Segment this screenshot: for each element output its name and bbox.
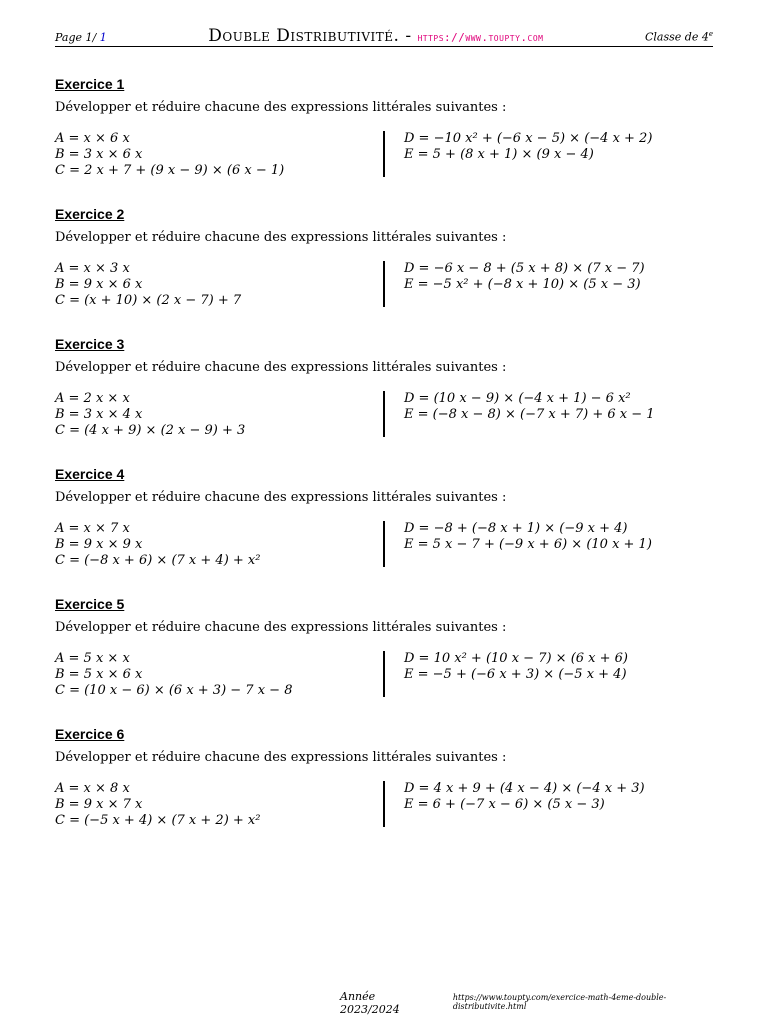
expression-line: C = 2 x + 7 + (9 x − 9) × (6 x − 1) <box>55 163 285 178</box>
exercise-block <box>55 76 715 179</box>
expression-columns <box>55 261 715 309</box>
exercise-title: Exercice 5 <box>55 596 125 612</box>
expression-line: A = x × 8 x <box>55 781 130 796</box>
exercise-instruction: Développer et réduire chacune des expressions littérales suivantes : <box>55 100 507 115</box>
expressions-left <box>55 131 383 179</box>
expressions-right <box>385 521 652 569</box>
expression-line: E = 5 x − 7 + (−9 x + 6) × (10 x + 1) <box>404 537 652 552</box>
class-sup: e <box>708 30 713 39</box>
exercise-title: Exercice 6 <box>55 726 125 742</box>
document-title-block <box>208 26 543 46</box>
expression-line: E = 5 + (8 x + 1) × (9 x − 4) <box>404 147 594 162</box>
expressions-right <box>385 651 628 699</box>
expressions-right <box>385 781 645 829</box>
exercise-block <box>55 466 715 569</box>
document-title: Double Distributivité. <box>208 26 400 46</box>
page-label: Page 1/ <box>55 31 97 44</box>
expression-line: D = −6 x − 8 + (5 x + 8) × (7 x − 7) <box>404 261 645 276</box>
expression-line: D = (10 x − 9) × (−4 x + 1) − 6 x² <box>404 391 631 406</box>
page-footer <box>340 990 718 1016</box>
expression-line: C = (x + 10) × (2 x − 7) + 7 <box>55 293 242 308</box>
expressions-right <box>385 261 645 309</box>
title-dash: - <box>405 26 412 46</box>
exercise-title: Exercice 2 <box>55 206 125 222</box>
expressions-left <box>55 261 383 309</box>
exercise-block <box>55 726 715 829</box>
expression-line: E = −5 + (−6 x + 3) × (−5 x + 4) <box>404 667 627 682</box>
expression-line: E = 6 + (−7 x − 6) × (5 x − 3) <box>404 797 605 812</box>
exercise-instruction: Développer et réduire chacune des expressions littérales suivantes : <box>55 360 507 375</box>
expression-columns <box>55 651 715 699</box>
expression-line: C = (4 x + 9) × (2 x − 9) + 3 <box>55 423 246 438</box>
expression-columns <box>55 131 715 179</box>
page-header <box>55 26 713 47</box>
class-label <box>645 30 713 44</box>
expression-line: E = (−8 x − 8) × (−7 x + 7) + 6 x − 1 <box>404 407 655 422</box>
expression-line: A = x × 6 x <box>55 131 130 146</box>
exercise-instruction: Développer et réduire chacune des expressions littérales suivantes : <box>55 620 507 635</box>
expressions-right <box>385 131 652 179</box>
header-url-link[interactable]: https://www.toupty.com <box>417 31 544 44</box>
expression-line: A = 5 x × x <box>55 651 130 666</box>
exercise-instruction: Développer et réduire chacune des expressions littérales suivantes : <box>55 490 507 505</box>
exercise-block <box>55 336 715 439</box>
expression-line: C = (−5 x + 4) × (7 x + 2) + x² <box>55 813 261 828</box>
expression-line: E = −5 x² + (−8 x + 10) × (5 x − 3) <box>404 277 641 292</box>
expression-line: D = −10 x² + (−6 x − 5) × (−4 x + 2) <box>404 131 653 146</box>
expressions-left <box>55 781 383 829</box>
expressions-left <box>55 521 383 569</box>
expression-line: B = 9 x × 6 x <box>55 277 143 292</box>
expression-line: B = 9 x × 9 x <box>55 537 143 552</box>
exercise-instruction: Développer et réduire chacune des expressions littérales suivantes : <box>55 230 507 245</box>
expression-line: D = −8 + (−8 x + 1) × (−9 x + 4) <box>404 521 628 536</box>
school-year: Année 2023/2024 <box>340 990 400 1016</box>
expression-line: B = 9 x × 7 x <box>55 797 143 812</box>
expressions-left <box>55 391 383 439</box>
expression-columns <box>55 521 715 569</box>
expression-line: C = (−8 x + 6) × (7 x + 4) + x² <box>55 553 261 568</box>
expression-line: B = 3 x × 6 x <box>55 147 143 162</box>
expression-line: B = 5 x × 6 x <box>55 667 143 682</box>
expression-line: D = 4 x + 9 + (4 x − 4) × (−4 x + 3) <box>404 781 645 796</box>
expression-line: B = 3 x × 4 x <box>55 407 143 422</box>
expression-line: C = (10 x − 6) × (6 x + 3) − 7 x − 8 <box>55 683 293 698</box>
expressions-right <box>385 391 655 439</box>
expression-line: A = x × 7 x <box>55 521 130 536</box>
exercise-block <box>55 596 715 699</box>
class-text: Classe de 4 <box>645 31 709 44</box>
footer-url-link[interactable]: https://www.toupty.com/exercice-math-4eme-double-distributivite.html <box>452 993 667 1011</box>
expression-line: D = 10 x² + (10 x − 7) × (6 x + 6) <box>404 651 628 666</box>
exercise-block <box>55 206 715 309</box>
exercise-title: Exercice 3 <box>55 336 125 352</box>
expression-columns <box>55 781 715 829</box>
expression-line: A = 2 x × x <box>55 391 130 406</box>
expression-columns <box>55 391 715 439</box>
expression-line: A = x × 3 x <box>55 261 130 276</box>
expressions-left <box>55 651 383 699</box>
exercise-title: Exercice 4 <box>55 466 125 482</box>
page-total-link[interactable]: 1 <box>99 31 107 44</box>
exercise-instruction: Développer et réduire chacune des expressions littérales suivantes : <box>55 750 507 765</box>
exercise-title: Exercice 1 <box>55 76 125 92</box>
page-number <box>55 31 107 44</box>
